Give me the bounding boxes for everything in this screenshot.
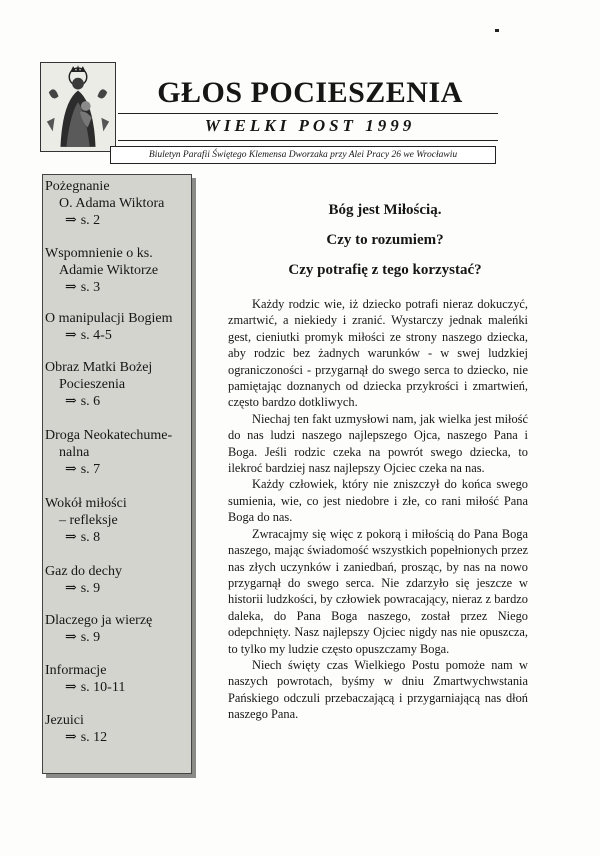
toc-item-title: Dlaczego ja wierzę [45,613,153,628]
toc-item-page: s. 12 [80,730,108,745]
arrow-right-icon: ⇒ [65,730,77,745]
arrow-right-icon: ⇒ [65,462,77,477]
arrow-right-icon: ⇒ [65,328,77,343]
article-paragraph: Niech święty czas Wielkiego Postu pomoże nam w naszych powrotach, byśmy w dniu Zmartwychwstania Pańskiego odczuli przebaczającą i przygarniającą nas dłoń naszego Pana. [228,657,528,722]
scan-mark [495,29,499,32]
article-paragraph: Każdy człowiek, który nie zniszczył do końca swego sumienia, wie, co jest niedobre i złe, co rani miłość Pana Boga do nas. [228,477,528,525]
arrow-right-icon: ⇒ [65,530,77,545]
article-heading: Czy potrafię z tego korzystać? [288,262,482,278]
toc-item[interactable] [45,427,193,478]
toc-item-page: s. 9 [80,630,101,645]
masthead-title: GŁOS POCIESZENIA [157,76,463,109]
toc-item[interactable] [45,310,193,344]
arrow-right-icon: ⇒ [65,280,77,295]
article-paragraph: Każdy rodzic wie, iż dziecko potrafi nieraz dokuczyć, zmartwić, a niekiedy i zranić. Wystarczy jednak maleńki gest, cieniutki promyk miłości ze strony naszego dziecka, aby rodzic bez żadnych warunków - w swej ludzkiej ograniczoności - przygarnął do swego serca to dziecko, nie pamiętając doznanych od dziecka przykrości i zmartwień, często bardzo dotkliwych. [228,297,528,410]
toc-item-page: s. 7 [80,462,101,477]
toc-item-page: s. 6 [80,394,101,409]
toc-item[interactable] [45,612,193,646]
toc-item[interactable] [45,495,193,546]
table-of-contents [42,174,192,774]
toc-item-title: Pożegnanie [45,179,110,194]
toc-item[interactable] [45,563,193,597]
toc-item-title: Jezuici [45,713,84,728]
article-paragraph: Zwracajmy się więc z pokorą i miłością do Pana Boga naszego, mając świadomość wszystkich popełnionych przez nas złych uczynków i zaniedbań, prosząc, by nas na nowo przygarnął do swego serca. Nie zdarzyło się jeszcze w historii ludzkości, by człowiek powracający, nieraz z bardzo daleka, do Pana Boga naszego, został przez Niego odepchnięty. Nasz najlepszy Ojciec nigdy nas nie opuszcza, to tylko my ludzie często opuszczamy Boga. [228,526,528,656]
arrow-right-icon: ⇒ [65,213,77,228]
toc-item-page: s. 8 [80,530,101,545]
toc-item-title: Droga Neokatechume- [45,428,173,443]
arrow-right-icon: ⇒ [65,581,77,596]
article-body [228,296,528,723]
arrow-right-icon: ⇒ [65,394,77,409]
masthead-rule-top [118,113,498,114]
toc-item-title: O manipulacji Bogiem [45,311,173,326]
toc-item-title: Gaz do dechy [45,564,122,579]
toc-item-page: s. 4-5 [80,328,112,343]
toc-item-title: Adamie Wiktorze [59,263,159,278]
article-paragraph: Niechaj ten fakt uzmysłowi nam, jak wielka jest miłość do nas ludzi naszego najlepszego Ojca, naszego Pana i Boga. Jeśli rodzic czeka na powrót swego dziecka, to ilekroć bardziej nasz najlepszy Ojciec czeka na nas. [228,411,528,476]
masthead-rule-bottom [118,140,498,141]
masthead-subtitle: WIELKI POST 1999 [204,116,416,135]
toc-item[interactable] [45,245,193,296]
toc-item-page: s. 3 [80,280,101,295]
toc-item-page: s. 10-11 [80,680,126,695]
toc-item[interactable] [45,662,193,696]
toc-item-title: Pocieszenia [59,377,126,392]
toc-item[interactable] [45,359,193,410]
madonna-icon [40,62,116,152]
toc-item[interactable] [45,178,193,229]
toc-item-title: – refleksje [59,513,118,528]
toc-item-title: Informacje [45,663,107,678]
toc-item-page: s. 2 [80,213,101,228]
toc-item-title: nalna [59,445,90,460]
arrow-right-icon: ⇒ [65,680,77,695]
toc-item-title: Wokół miłości [45,496,127,511]
toc-item-title: Wspomnienie o ks. [45,246,153,261]
article-heading: Bóg jest Miłością. [328,202,442,218]
toc-item-page: s. 9 [80,581,101,596]
arrow-right-icon: ⇒ [65,630,77,645]
article-heading: Czy to rozumiem? [326,232,444,248]
toc-item-title: O. Adama Wiktora [59,196,165,211]
toc-item-title: Obraz Matki Bożej [45,360,153,375]
toc-item[interactable] [45,712,193,746]
parish-banner: Biuletyn Parafii Świętego Klemensa Dworzaka przy Alei Pracy 26 we Wrocławiu [110,146,496,164]
